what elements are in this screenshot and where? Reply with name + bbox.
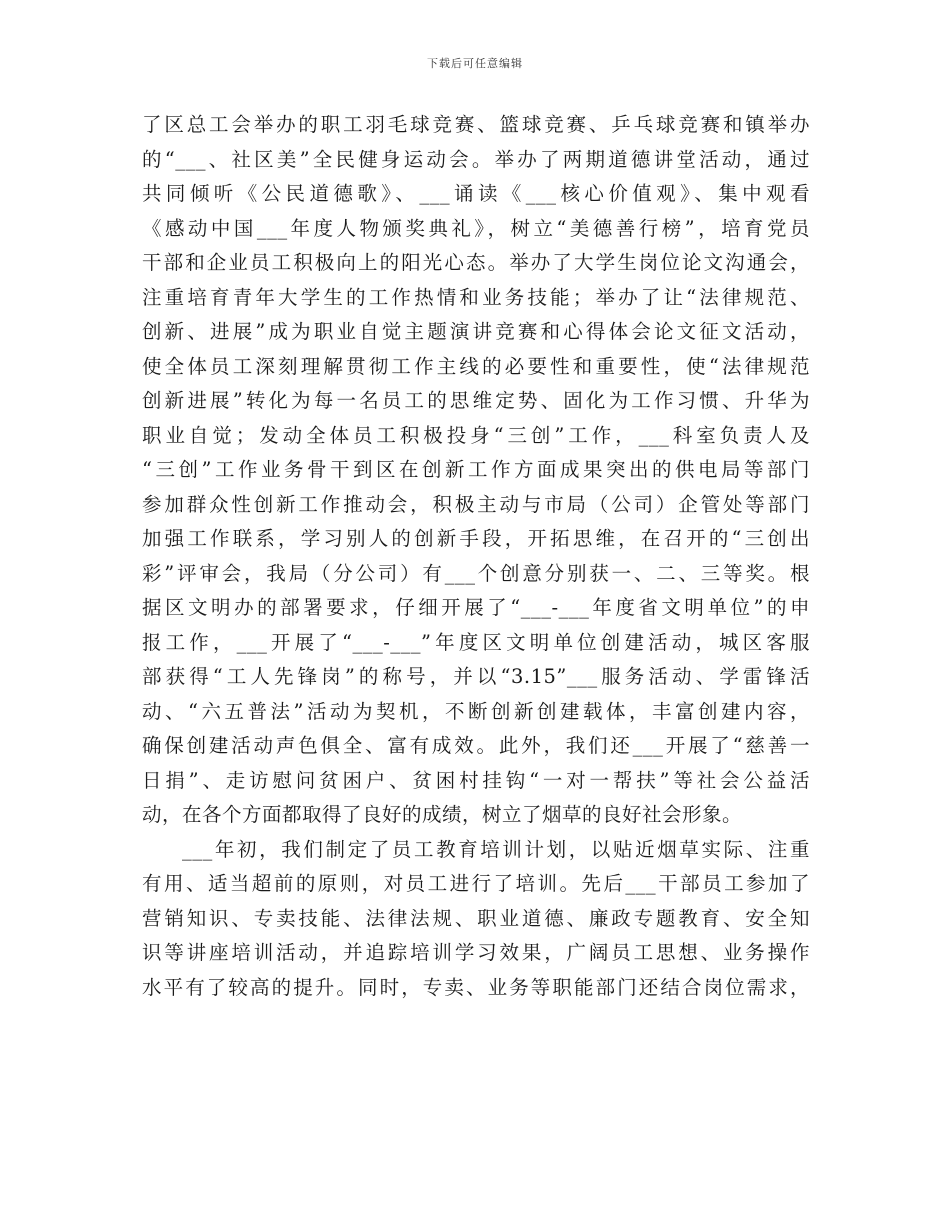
text-line: 报工作，___开展了“___-___”年度区文明单位创建活动，城区客服: [142, 630, 810, 654]
text-line: 了区总工会举办的职工羽毛球竞赛、篮球竞赛、乒乓球竞赛和镇举办: [142, 113, 810, 136]
document-body: [142, 108, 810, 1005]
text-line: 创新、进展”成为职业自觉主题演讲竞赛和心得体会论文征文活动，: [142, 320, 810, 343]
text-line: 彩”评审会，我局（分公司）有___个创意分别获一、二、三等奖。根: [142, 561, 810, 585]
paragraph: [142, 833, 810, 1006]
text-line: 《感动中国___年度人物颁奖典礼》，树立“美德善行榜”，培育党员: [142, 216, 810, 240]
text-line: 据区文明办的部署要求，仔细开展了“___-___年度省文明单位”的申: [142, 596, 810, 619]
text-line: 加强工作联系，学习别人的创新手段，开拓思维，在召开的“三创出: [142, 527, 810, 550]
text-line: 共同倾听《公民道德歌》、___诵读《___核心价值观》、集中观看: [142, 182, 810, 205]
text-line: 注重培育青年大学生的工作热情和业务技能；举办了让“法律规范、: [142, 285, 810, 309]
text-line: 参加群众性创新工作推动会，积极主动与市局（公司）企管处等部门: [142, 492, 810, 516]
text-line: 有用、适当超前的原则，对员工进行了培训。先后___干部员工参加了: [142, 872, 810, 895]
text-line: 的“___、社区美”全民健身运动会。举办了两期道德讲堂活动，通过: [142, 147, 810, 171]
text-line: 确保创建活动声色俱全、富有成效。此外，我们还___开展了“慈善一: [142, 734, 810, 757]
text-line: 识等讲座培训活动，并追踪培训学习效果，广阔员工思想、业务操作: [142, 941, 810, 964]
text-line: ___年初，我们制定了员工教育培训计划，以贴近烟草实际、注重: [182, 837, 810, 861]
text-line: 日捐”、走访慰问贫困户、贫困村挂钩“一对一帮扶”等社会公益活: [142, 768, 810, 792]
text-line: 创新进展”转化为每一名员工的思维定势、固化为工作习惯、升华为: [142, 389, 810, 412]
text-line: 职业自觉；发动全体员工积极投身“三创”工作，___科室负责人及: [142, 423, 810, 447]
text-line: 营销知识、专卖技能、法律法规、职业道德、廉政专题教育、安全知: [142, 906, 810, 930]
page-header: 下载后可任意编辑: [427, 57, 523, 70]
paragraph: [142, 108, 810, 833]
text-line: 使全体员工深刻理解贯彻工作主线的必要性和重要性，使“法律规范: [142, 354, 810, 378]
text-line: 动，在各个方面都取得了良好的成绩，树立了烟草的良好社会形象。: [142, 803, 743, 826]
text-line: 动、“六五普法”活动为契机，不断创新创建载体，丰富创建内容，: [142, 699, 810, 723]
text-line: 水平有了较高的提升。同时，专卖、业务等职能部门还结合岗位需求，: [142, 975, 810, 999]
text-line: 部获得“工人先锋岗”的称号，并以“3.15”___服务活动、学雷锋活: [142, 665, 810, 688]
text-line: “三创”工作业务骨干到区在创新工作方面成果突出的供电局等部门: [142, 458, 810, 481]
text-line: 干部和企业员工积极向上的阳光心态。举办了大学生岗位论文沟通会，: [142, 251, 810, 274]
